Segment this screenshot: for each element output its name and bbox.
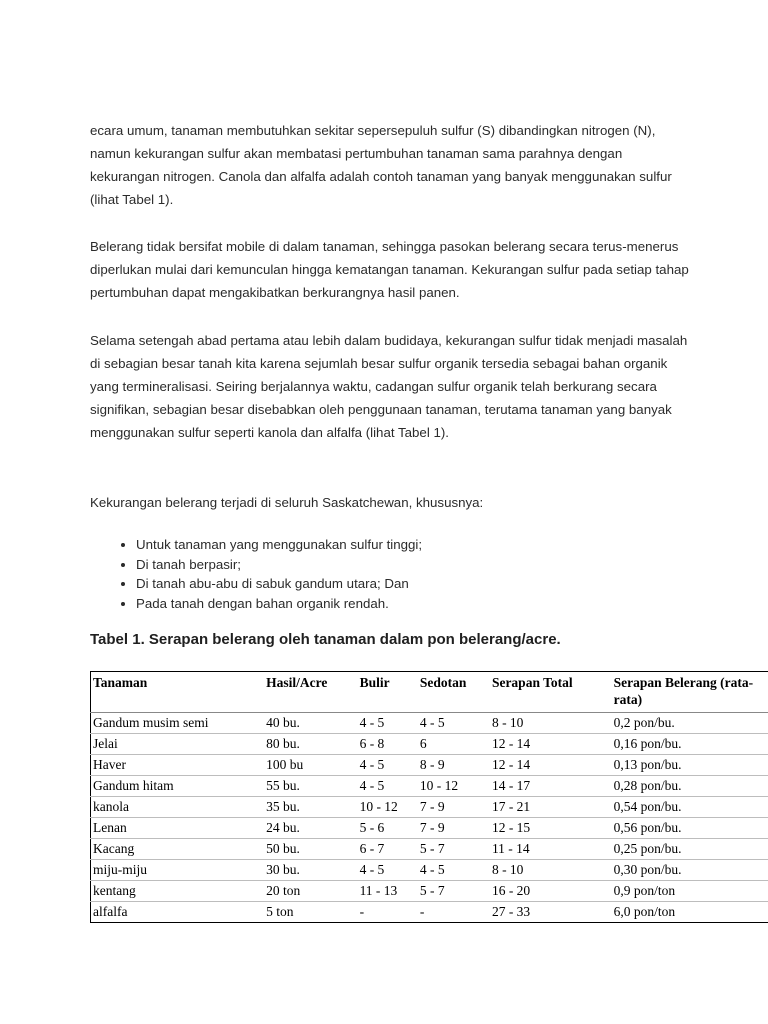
cell-total: 14 - 17 <box>490 776 612 797</box>
list-item: • Di tanah berpasir; <box>136 555 736 575</box>
header-straw: Sedotan <box>418 672 490 713</box>
cell-total: 16 - 20 <box>490 881 612 902</box>
cell-total: 27 - 33 <box>490 902 612 923</box>
cell-grain: 4 - 5 <box>358 860 418 881</box>
header-grain: Bulir <box>358 672 418 713</box>
cell-crop: Kacang <box>91 839 265 860</box>
cell-straw: 4 - 5 <box>418 713 490 734</box>
table-row <box>91 818 768 839</box>
cell-sulfur: 0,30 pon/bu. <box>612 860 768 881</box>
cell-straw: 6 <box>418 734 490 755</box>
cell-crop: kanola <box>91 797 265 818</box>
cell-straw: 5 - 7 <box>418 839 490 860</box>
cell-total: 12 - 14 <box>490 734 612 755</box>
cell-crop: Haver <box>91 755 265 776</box>
cell-grain: 4 - 5 <box>358 755 418 776</box>
cell-sulfur: 6,0 pon/ton <box>612 902 768 923</box>
cell-straw: 7 - 9 <box>418 818 490 839</box>
cell-straw: - <box>418 902 490 923</box>
table-row <box>91 902 768 923</box>
cell-grain: 10 - 12 <box>358 797 418 818</box>
cell-yield: 50 bu. <box>264 839 357 860</box>
cell-crop: Jelai <box>91 734 265 755</box>
paragraph-sulfur-need: ecara umum, tanaman membutuhkan sekitar sepersepuluh sulfur (S) dibandingkan nitrogen (N), namun kekurangan sulfur akan membatasi pertumbuhan tanaman sama parahnya dengan kekurangan nitrogen. Canola dan alfalfa adalah contoh tanaman yang banyak menggunakan sulfur (lihat Tabel 1). <box>90 123 672 207</box>
cell-sulfur: 0,2 pon/bu. <box>612 713 768 734</box>
cell-total: 12 - 14 <box>490 755 612 776</box>
cell-yield: 80 bu. <box>264 734 357 755</box>
list-item: • Di tanah abu-abu di sabuk gandum utara; Dan <box>136 574 736 594</box>
deficiency-list <box>90 535 736 613</box>
paragraph-sulfur-history: Selama setengah abad pertama atau lebih dalam budidaya, kekurangan sulfur tidak menjadi masalah di sebagian besar tanah kita karena sejumlah besar sulfur organik tersedia sebagai bahan organik yang termineralisasi. Seiring berjalannya waktu, cadangan sulfur organik telah berkurang secara signifikan, sebagian besar disebabkan oleh penggunaan tanaman, terutama tanaman yang banyak menggunakan sulfur seperti kanola dan alfalfa (lihat Tabel 1). <box>90 333 688 440</box>
list-item: • Pada tanah dengan bahan organik rendah. <box>136 594 736 614</box>
cell-sulfur: 0,25 pon/bu. <box>612 839 768 860</box>
header-total-uptake: Serapan Total <box>490 672 612 713</box>
list-item: • Untuk tanaman yang menggunakan sulfur tinggi; <box>136 535 736 555</box>
cell-grain: - <box>358 902 418 923</box>
cell-sulfur: 0,9 pon/ton <box>612 881 768 902</box>
table-row <box>91 776 768 797</box>
table-row <box>91 881 768 902</box>
cell-grain: 4 - 5 <box>358 713 418 734</box>
cell-total: 17 - 21 <box>490 797 612 818</box>
paragraph-deficiency-intro: Kekurangan belerang terjadi di seluruh Saskatchewan, khususnya: <box>90 495 484 510</box>
cell-crop: Gandum hitam <box>91 776 265 797</box>
table-row <box>91 797 768 818</box>
table-row <box>91 755 768 776</box>
cell-yield: 40 bu. <box>264 713 357 734</box>
cell-total: 11 - 14 <box>490 839 612 860</box>
cell-sulfur: 0,28 pon/bu. <box>612 776 768 797</box>
header-yield: Hasil/Acre <box>264 672 357 713</box>
cell-straw: 7 - 9 <box>418 797 490 818</box>
cell-total: 12 - 15 <box>490 818 612 839</box>
cell-grain: 4 - 5 <box>358 776 418 797</box>
table-header-row <box>91 672 768 713</box>
cell-crop: Lenan <box>91 818 265 839</box>
cell-sulfur: 0,56 pon/bu. <box>612 818 768 839</box>
cell-yield: 24 bu. <box>264 818 357 839</box>
cell-sulfur: 0,16 pon/bu. <box>612 734 768 755</box>
table-title: Tabel 1. Serapan belerang oleh tanaman dalam pon belerang/acre. <box>90 631 561 648</box>
cell-straw: 4 - 5 <box>418 860 490 881</box>
cell-sulfur: 0,54 pon/bu. <box>612 797 768 818</box>
cell-straw: 8 - 9 <box>418 755 490 776</box>
cell-crop: Gandum musim semi <box>91 713 265 734</box>
cell-grain: 11 - 13 <box>358 881 418 902</box>
cell-yield: 55 bu. <box>264 776 357 797</box>
cell-sulfur: 0,13 pon/bu. <box>612 755 768 776</box>
sulfur-uptake-table <box>90 671 768 923</box>
cell-total: 8 - 10 <box>490 713 612 734</box>
cell-crop: miju-miju <box>91 860 265 881</box>
table-row <box>91 839 768 860</box>
cell-grain: 6 - 8 <box>358 734 418 755</box>
cell-yield: 100 bu <box>264 755 357 776</box>
paragraph-sulfur-mobility: Belerang tidak bersifat mobile di dalam tanaman, sehingga pasokan belerang secara terus-menerus diperlukan mulai dari kemunculan hingga kematangan tanaman. Kekurangan sulfur pada setiap tahap pertumbuhan dapat mengakibatkan berkurangnya hasil panen. <box>90 239 689 300</box>
cell-crop: kentang <box>91 881 265 902</box>
table-row <box>91 860 768 881</box>
table-row <box>91 713 768 734</box>
cell-yield: 5 ton <box>264 902 357 923</box>
cell-crop: alfalfa <box>91 902 265 923</box>
header-crop: Tanaman <box>91 672 265 713</box>
cell-grain: 6 - 7 <box>358 839 418 860</box>
cell-straw: 5 - 7 <box>418 881 490 902</box>
header-sulfur-uptake: Serapan Belerang (rata-rata) <box>612 672 768 713</box>
cell-yield: 30 bu. <box>264 860 357 881</box>
cell-grain: 5 - 6 <box>358 818 418 839</box>
table-row <box>91 734 768 755</box>
cell-total: 8 - 10 <box>490 860 612 881</box>
cell-yield: 35 bu. <box>264 797 357 818</box>
cell-yield: 20 ton <box>264 881 357 902</box>
cell-straw: 10 - 12 <box>418 776 490 797</box>
